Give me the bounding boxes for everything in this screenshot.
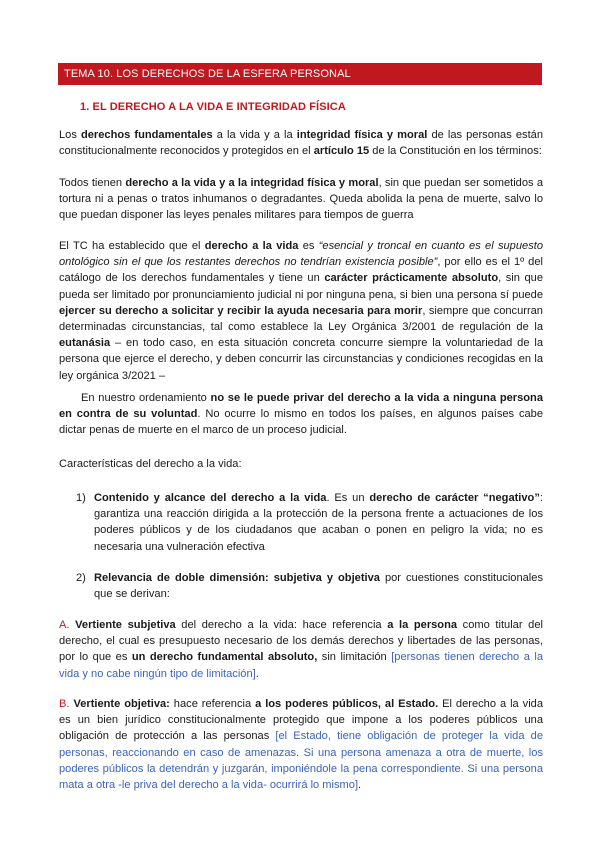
letter-a: A. [59,619,70,631]
paragraph-intro: Los derechos fundamentales a la vida y a la integridad física y moral de las personas están constitucionalmente reconocidos y protegidos en el artículo 15 de la Constitución en los términos: [59,129,543,158]
letter-b: B. [59,698,70,710]
paragraph-vertiente-subjetiva: A. Vertiente subjetiva del derecho a la vida: hace referencia a la persona como titular del derecho, el cual es presupuesto necesario de los demás derechos y libertades de las personas, por lo que es un derecho fundamental absoluto, sin limitación [personas tienen derecho a la vida y no cabe ningún tipo de limitación]. [59,619,543,680]
list-item-contenido: Contenido y alcance del derecho a la vida. Es un derecho de carácter “negativo”: garantiza una reacción dirigida a la protección de la persona frente a actuaciones de los poderes públicos y de los ciudadanos que acaban o ponen en peligro la vida; no es necesaria una vulneración efectiva [94,492,543,553]
list-number-1: 1) [76,492,86,504]
paragraph-tc-doctrine: El TC ha establecido que el derecho a la vida es “esencial y troncal en cuanto es el supuesto ontológico sin el que los restantes derechos no tendrían existencia posible”, por ello es el 1º del catálogo de los derechos fundamentales y tiene un carácter prácticamente absoluto, sin que pueda ser limitado por pronunciamiento judicial ni por ninguna pena, si bien una persona sí puede ejercer su derecho a solicitar y recibir la ayuda necesaria para morir, siempre que concurran determinadas circunstancias, tal como establece la Ley Orgánica 3/2001 de regulación de la eutanásia – en todo caso, en esta situación concreta concurre siempre la voluntariedad de la persona que ejerce el derecho, y deben concurrir las circunstancias y condiciones recogidas en la ley orgánica 3/2021 – [59,240,544,382]
paragraph-vertiente-objetiva: B. Vertiente objetiva: hace referencia a los poderes públicos, al Estado. El derecho a la vida es un bien jurídico constitucionalmente protegido que impone a los poderes públicos una obligación de protección a las personas [el Estado, tiene obligación de proteger la vida de personas, reaccionando en caso de amenazas. Si una persona amenaza a otra de muerte, los poderes públicos la detendrán y juzgarán, imponiéndole la pena correspondiente. Si una persona mata a otra -le priva del derecho a la vida- ocurrirá lo mismo]. [59,698,544,792]
chapter-title-banner: TEMA 10. LOS DERECHOS DE LA ESFERA PERSONAL [58,63,542,85]
section-title: 1. EL DERECHO A LA VIDA E INTEGRIDAD FÍSICA [80,101,346,113]
list-item-relevancia: Relevancia de doble dimensión: subjetiva y objetiva por cuestiones constitucionales que se derivan: [94,572,543,601]
paragraph-ordenamiento: En nuestro ordenamiento no se le puede privar del derecho a la vida a ninguna persona en contra de su voluntad. No ocurre lo mismo en todos los países, en algunos países cabe dictar penas de muerte en el marco de un proceso judicial. [59,392,543,437]
list-number-2: 2) [76,572,86,584]
paragraph-caracteristicas: Características del derecho a la vida: [59,458,242,470]
paragraph-article-15: Todos tienen derecho a la vida y a la integridad física y moral, sin que puedan ser sometidos a tortura ni a penas o tratos inhumanos o degradantes. Queda abolida la pena de muerte, salvo lo que puedan disponer las leyes penales militares para tiempos de guerra [59,177,543,222]
